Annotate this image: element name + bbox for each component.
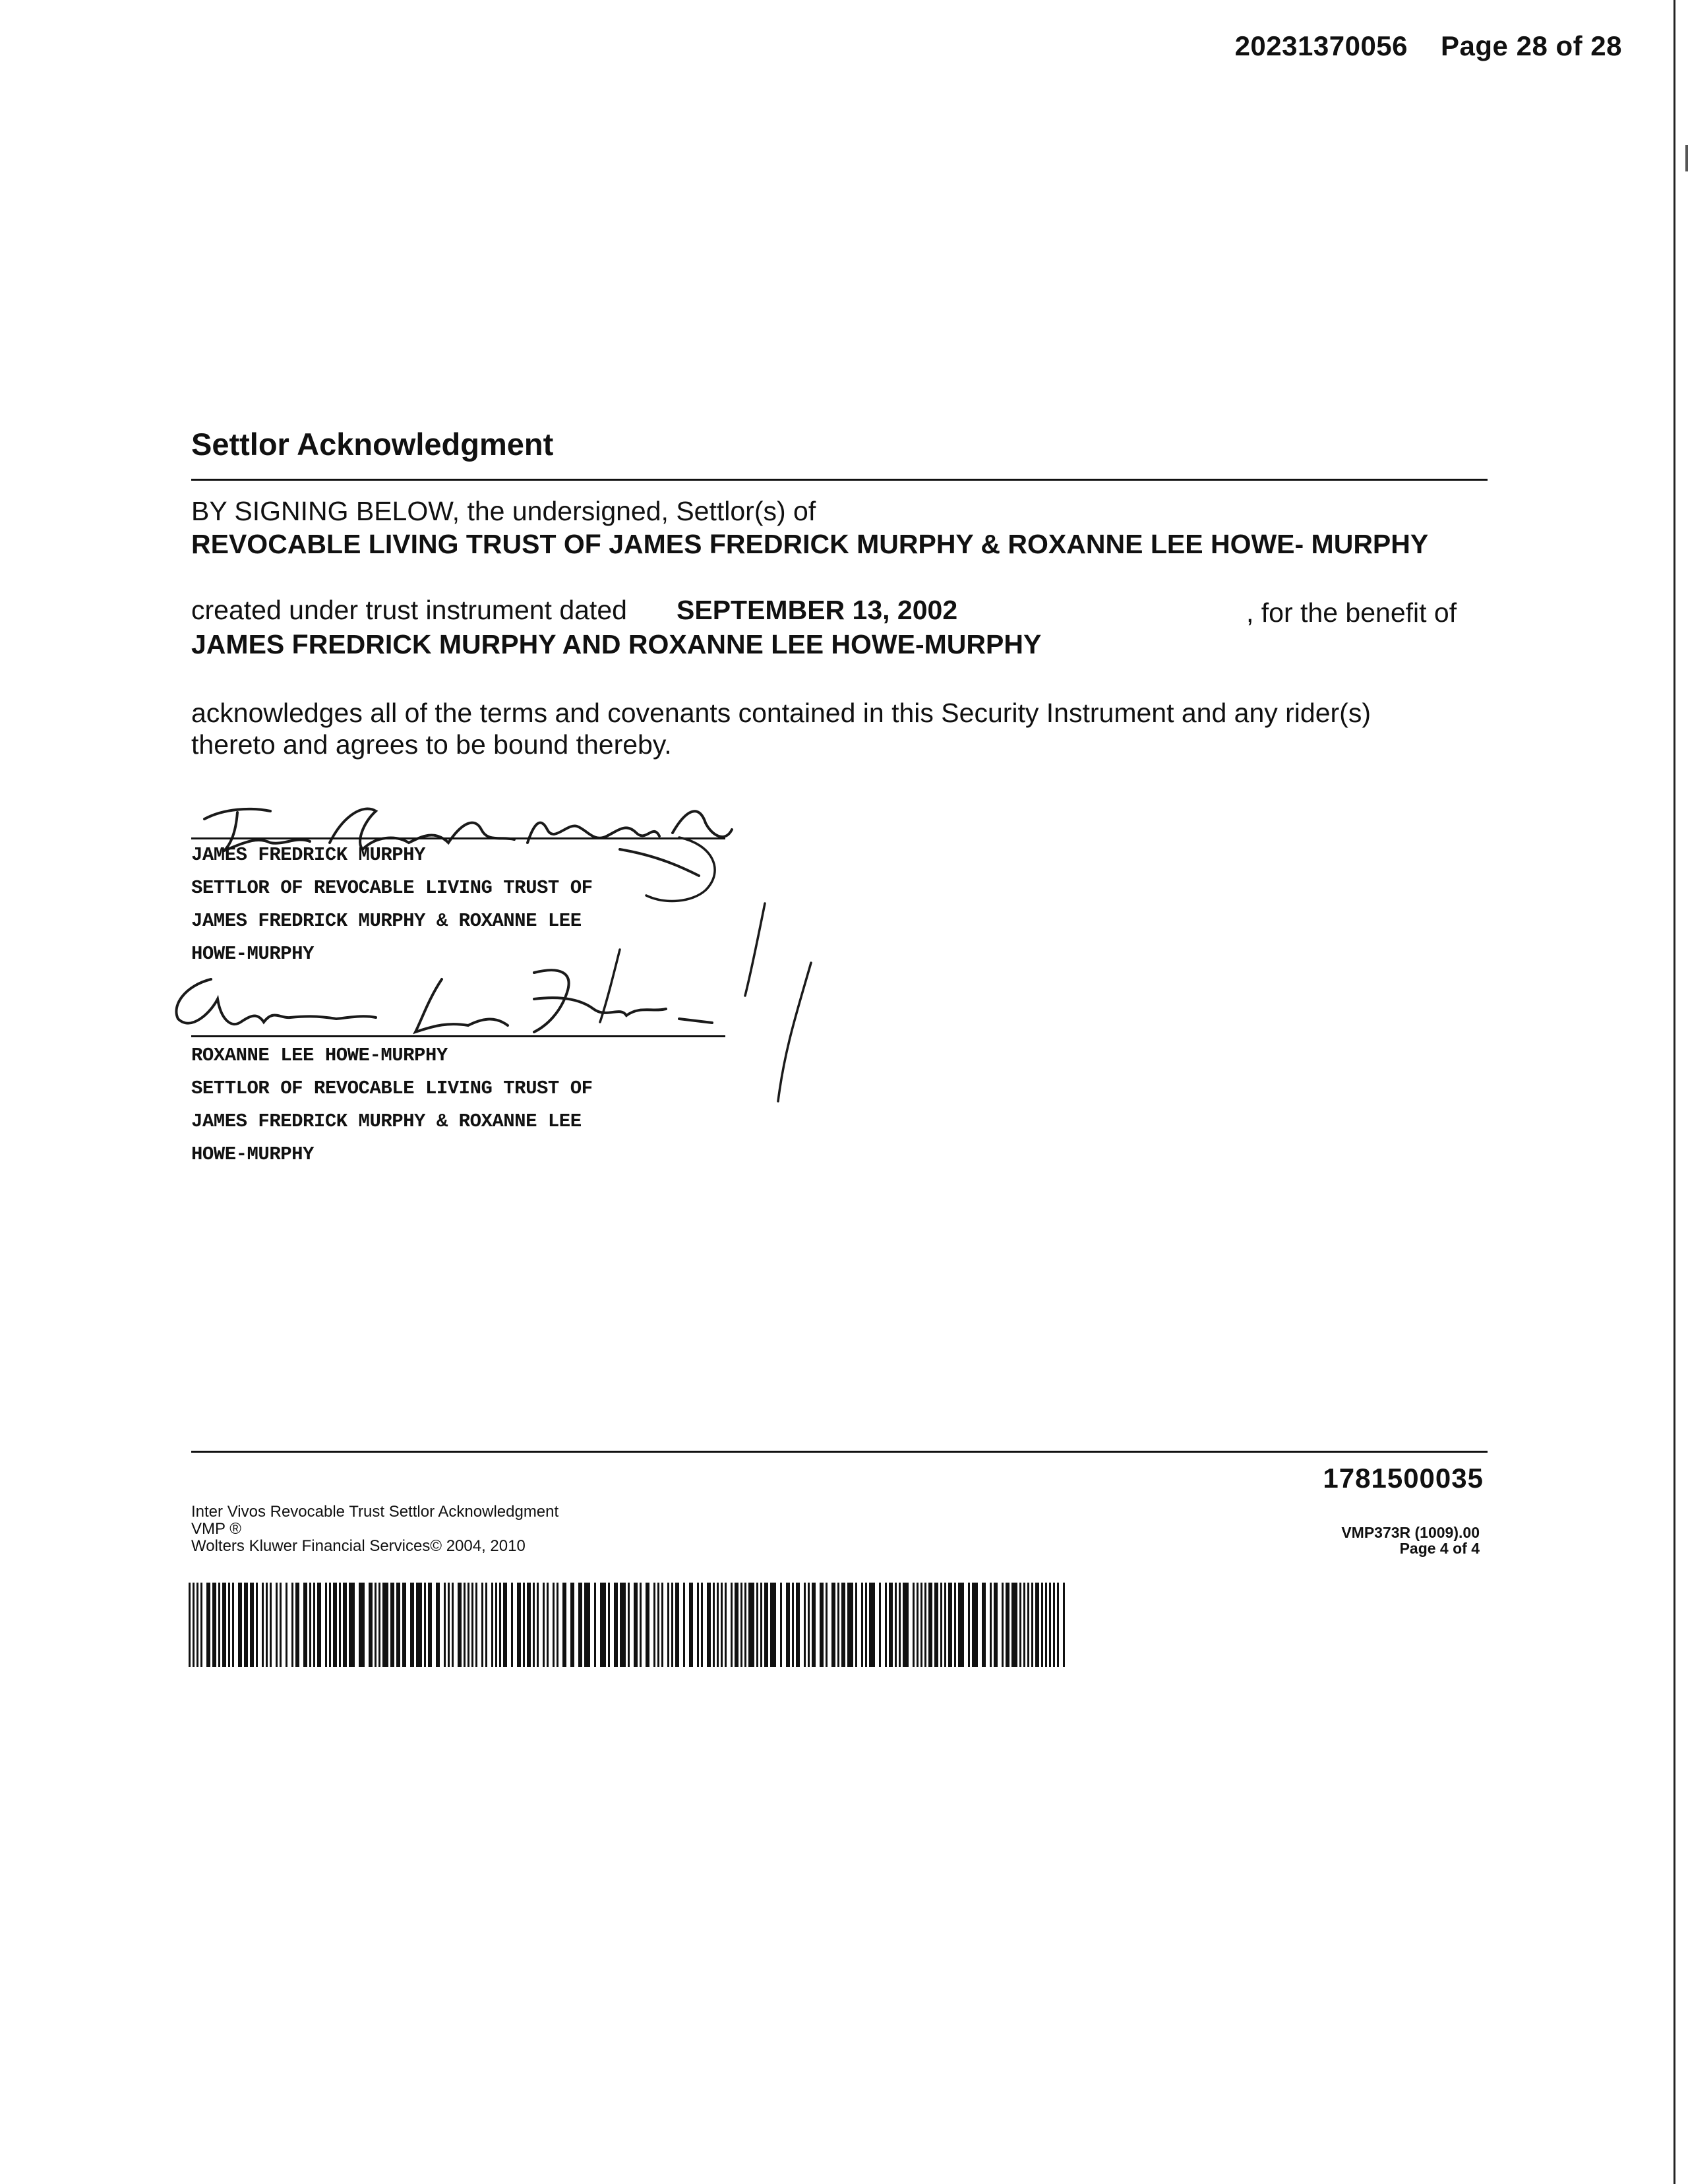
barcode-bar <box>608 1583 610 1667</box>
form-title: Inter Vivos Revocable Trust Settlor Acknowledgment <box>191 1503 559 1521</box>
barcode-bar <box>792 1583 794 1667</box>
barcode-bar <box>1019 1583 1021 1667</box>
barcode-bar <box>879 1583 881 1667</box>
barcode-bar <box>349 1583 355 1667</box>
barcode-bar <box>628 1583 630 1667</box>
barcode-bar <box>333 1583 337 1667</box>
barcode-bar <box>841 1583 845 1667</box>
barcode-bar <box>228 1583 230 1667</box>
vmp-mark: VMP ® <box>191 1520 241 1538</box>
signer-role: JAMES FREDRICK MURPHY & ROXANNE LEE <box>191 910 582 932</box>
barcode-bar <box>495 1583 497 1667</box>
barcode-bar <box>796 1583 800 1667</box>
barcode-bar <box>238 1583 242 1667</box>
barcode-bar <box>657 1583 659 1667</box>
barcode-bar <box>499 1583 501 1667</box>
barcode-bar <box>276 1583 278 1667</box>
barcode-bar <box>646 1583 649 1667</box>
barcode-bar <box>924 1583 926 1667</box>
barcode-bar <box>740 1583 742 1667</box>
barcode-bar <box>725 1583 727 1667</box>
barcode-bar <box>212 1583 216 1667</box>
barcode-bar <box>671 1583 673 1667</box>
title-divider <box>191 479 1488 481</box>
barcode-bar <box>329 1583 331 1667</box>
barcode-bar <box>475 1583 477 1667</box>
barcode-bar <box>244 1583 248 1667</box>
barcode-bar <box>1006 1583 1010 1667</box>
barcode-bar <box>543 1583 545 1667</box>
barcode-bar <box>972 1583 978 1667</box>
barcode-bar <box>1023 1583 1025 1667</box>
barcode-bar <box>968 1583 970 1667</box>
document-number: 20231370056 <box>1234 30 1408 61</box>
barcode-bar <box>990 1583 992 1667</box>
barcode-bar <box>701 1583 703 1667</box>
barcode-bar <box>689 1583 693 1667</box>
barcode-bar <box>218 1583 220 1667</box>
form-info <box>191 1503 558 1555</box>
section-title: Settlor Acknowledgment <box>191 427 554 462</box>
barcode-bar <box>313 1583 315 1667</box>
barcode-bar <box>382 1583 388 1667</box>
barcode-bar <box>1002 1583 1004 1667</box>
barcode-bar <box>982 1583 986 1667</box>
barcode-bar <box>464 1583 466 1667</box>
barcode-bar <box>808 1583 810 1667</box>
barcode-bar <box>812 1583 816 1667</box>
barcode-bar <box>1045 1583 1047 1667</box>
barcode-bar <box>222 1583 226 1667</box>
barcode-bar <box>865 1583 867 1667</box>
scan-edge-mark <box>1685 145 1688 171</box>
barcode-bar <box>458 1583 462 1667</box>
barcode-bar <box>562 1583 566 1667</box>
barcode-bar <box>1049 1583 1051 1667</box>
page-label: Page 28 of 28 <box>1441 30 1622 61</box>
signer-role: HOWE-MURPHY <box>191 943 314 965</box>
signature-line <box>191 1035 725 1037</box>
barcode-bar <box>940 1583 942 1667</box>
barcode-bar <box>831 1583 835 1667</box>
barcode-bar <box>713 1583 715 1667</box>
barcode-bar <box>697 1583 699 1667</box>
barcode-bar <box>735 1583 738 1667</box>
barcode-bar <box>471 1583 473 1667</box>
barcode-bar <box>286 1583 287 1667</box>
barcode-bar <box>667 1583 669 1667</box>
barcode-bar <box>557 1583 558 1667</box>
barcode-bar <box>491 1583 493 1667</box>
barcode-bar <box>317 1583 321 1667</box>
barcode-bar <box>717 1583 719 1667</box>
barcode-bar <box>958 1583 964 1667</box>
barcode-bar <box>570 1583 574 1667</box>
barcode-bar <box>467 1583 469 1667</box>
barcode-bar <box>378 1583 380 1667</box>
barcode-bar <box>847 1583 853 1667</box>
benefit-label: , for the benefit of <box>1246 597 1457 628</box>
barcode-bar <box>994 1583 998 1667</box>
beneficiaries: JAMES FREDRICK MURPHY AND ROXANNE LEE HOWE-MURPHY <box>191 629 1042 659</box>
barcode-bar <box>770 1583 776 1667</box>
barcode-bar <box>280 1583 282 1667</box>
barcode-bar <box>523 1583 525 1667</box>
barcode-bar <box>675 1583 679 1667</box>
barcode-bar <box>1057 1583 1059 1667</box>
barcode-bar <box>934 1583 938 1667</box>
barcode-bar <box>756 1583 758 1667</box>
barcode-bar <box>547 1583 549 1667</box>
trust-date: SEPTEMBER 13, 2002 <box>677 595 958 625</box>
barcode-bar <box>256 1583 258 1667</box>
barcode-bar <box>189 1583 191 1667</box>
barcode-bar <box>786 1583 790 1667</box>
barcode-bar <box>620 1583 626 1667</box>
barcode-bar <box>303 1583 307 1667</box>
barcode-bar <box>1011 1583 1017 1667</box>
barcode-bar <box>232 1583 234 1667</box>
barcode-bar <box>614 1583 618 1667</box>
barcode-bar <box>444 1583 446 1667</box>
signer-name: ROXANNE LEE HOWE-MURPHY <box>191 1045 448 1066</box>
barcode-bar <box>309 1583 311 1667</box>
barcode-bar <box>416 1583 422 1667</box>
barcode-bar <box>764 1583 768 1667</box>
recording-header <box>1235 30 1622 62</box>
barcode-bar <box>396 1583 400 1667</box>
barcode-bar <box>594 1583 596 1667</box>
barcode-bar <box>1027 1583 1029 1667</box>
scan-edge-line <box>1673 0 1675 2184</box>
barcode-bar <box>537 1583 539 1667</box>
barcode-bar <box>661 1583 663 1667</box>
barcode-bar <box>707 1583 711 1667</box>
barcode-bar <box>584 1583 590 1667</box>
barcode-bar <box>804 1583 806 1667</box>
barcode-bar <box>206 1583 210 1667</box>
trust-name: REVOCABLE LIVING TRUST OF JAMES FREDRICK MURPHY & ROXANNE LEE HOWE- MURPHY <box>191 529 1429 559</box>
barcode-bar <box>196 1583 198 1667</box>
signer-name: JAMES FREDRICK MURPHY <box>191 844 425 866</box>
barcode-bar <box>954 1583 956 1667</box>
barcode-bar <box>920 1583 922 1667</box>
barcode-bar <box>325 1583 327 1667</box>
barcode-bar <box>359 1583 365 1667</box>
barcode-bar <box>869 1583 875 1667</box>
barcode-bar <box>600 1583 606 1667</box>
form-code-block <box>1341 1525 1480 1556</box>
barcode-bar <box>250 1583 254 1667</box>
barcode-bar <box>683 1583 685 1667</box>
barcode-bar <box>721 1583 723 1667</box>
form-page: Page 4 of 4 <box>1399 1540 1480 1557</box>
intro-text: BY SIGNING BELOW, the undersigned, Settlor(s) of <box>191 496 816 526</box>
barcode-bar <box>903 1583 909 1667</box>
barcode-bar <box>826 1583 828 1667</box>
barcode-bar <box>390 1583 394 1667</box>
barcode-bar <box>339 1583 341 1667</box>
barcode-bar <box>640 1583 642 1667</box>
barcode-bar <box>436 1583 440 1667</box>
barcode-bar <box>820 1583 824 1667</box>
barcode-bar <box>200 1583 202 1667</box>
barcode-bar <box>533 1583 535 1667</box>
barcode-bar <box>448 1583 450 1667</box>
barcode-bar <box>889 1583 893 1667</box>
barcode-bar <box>653 1583 655 1667</box>
signer-role: SETTLOR OF REVOCABLE LIVING TRUST OF <box>191 1077 593 1099</box>
barcode-bar <box>266 1583 268 1667</box>
barcode-bar <box>917 1583 919 1667</box>
barcode-bar <box>424 1583 426 1667</box>
barcode-bar <box>1031 1583 1033 1667</box>
copyright: Wolters Kluwer Financial Services© 2004, 2010 <box>191 1537 526 1555</box>
signer-role: SETTLOR OF REVOCABLE LIVING TRUST OF <box>191 877 593 899</box>
barcode-bar <box>861 1583 863 1667</box>
barcode-bar <box>1063 1583 1065 1667</box>
signer-role: HOWE-MURPHY <box>191 1143 314 1165</box>
barcode-bar <box>553 1583 555 1667</box>
barcode-bar <box>744 1583 746 1667</box>
barcode-bar <box>837 1583 839 1667</box>
barcode-bar <box>402 1583 406 1667</box>
barcode-bar <box>511 1583 513 1667</box>
barcode-bar <box>1035 1583 1039 1667</box>
acknowledgment-text-line1: acknowledges all of the terms and covenants contained in this Security Instrument and any rider(s) <box>191 698 1371 728</box>
barcode-bar <box>634 1583 638 1667</box>
barcode-bar <box>928 1583 932 1667</box>
barcode-bar <box>748 1583 754 1667</box>
barcode-bar <box>410 1583 414 1667</box>
barcode-bar <box>780 1583 782 1667</box>
barcode-bar <box>895 1583 897 1667</box>
barcode-bar <box>452 1583 454 1667</box>
barcode-bar <box>428 1583 432 1667</box>
barcode-bar <box>760 1583 762 1667</box>
signature-roxanne-howe-murphy <box>165 959 837 1045</box>
barcode-bar <box>527 1583 531 1667</box>
footer-divider <box>191 1451 1488 1453</box>
created-label: created under trust instrument dated <box>191 595 627 625</box>
barcode-bar <box>578 1583 582 1667</box>
barcode <box>189 1583 1068 1667</box>
barcode-bar <box>855 1583 857 1667</box>
barcode-bar <box>899 1583 901 1667</box>
barcode-bar <box>731 1583 733 1667</box>
signer-role: JAMES FREDRICK MURPHY & ROXANNE LEE <box>191 1110 582 1132</box>
barcode-bar <box>295 1583 299 1667</box>
barcode-bar <box>944 1583 946 1667</box>
barcode-bar <box>1053 1583 1055 1667</box>
barcode-bar <box>481 1583 483 1667</box>
barcode-bar <box>343 1583 347 1667</box>
form-code: VMP373R (1009).00 <box>1341 1524 1480 1541</box>
barcode-bar <box>262 1583 264 1667</box>
barcode-bar <box>503 1583 507 1667</box>
barcode-bar <box>375 1583 377 1667</box>
barcode-bar <box>485 1583 487 1667</box>
barcode-bar <box>948 1583 952 1667</box>
barcode-bar <box>369 1583 373 1667</box>
barcode-bar <box>913 1583 915 1667</box>
barcode-bar <box>193 1583 195 1667</box>
barcode-bar <box>1041 1583 1043 1667</box>
loan-number: 1781500035 <box>1323 1463 1484 1494</box>
barcode-bar <box>291 1583 293 1667</box>
barcode-bar <box>517 1583 521 1667</box>
barcode-bar <box>270 1583 272 1667</box>
barcode-bar <box>885 1583 887 1667</box>
acknowledgment-text-line2: thereto and agrees to be bound thereby. <box>191 729 672 760</box>
